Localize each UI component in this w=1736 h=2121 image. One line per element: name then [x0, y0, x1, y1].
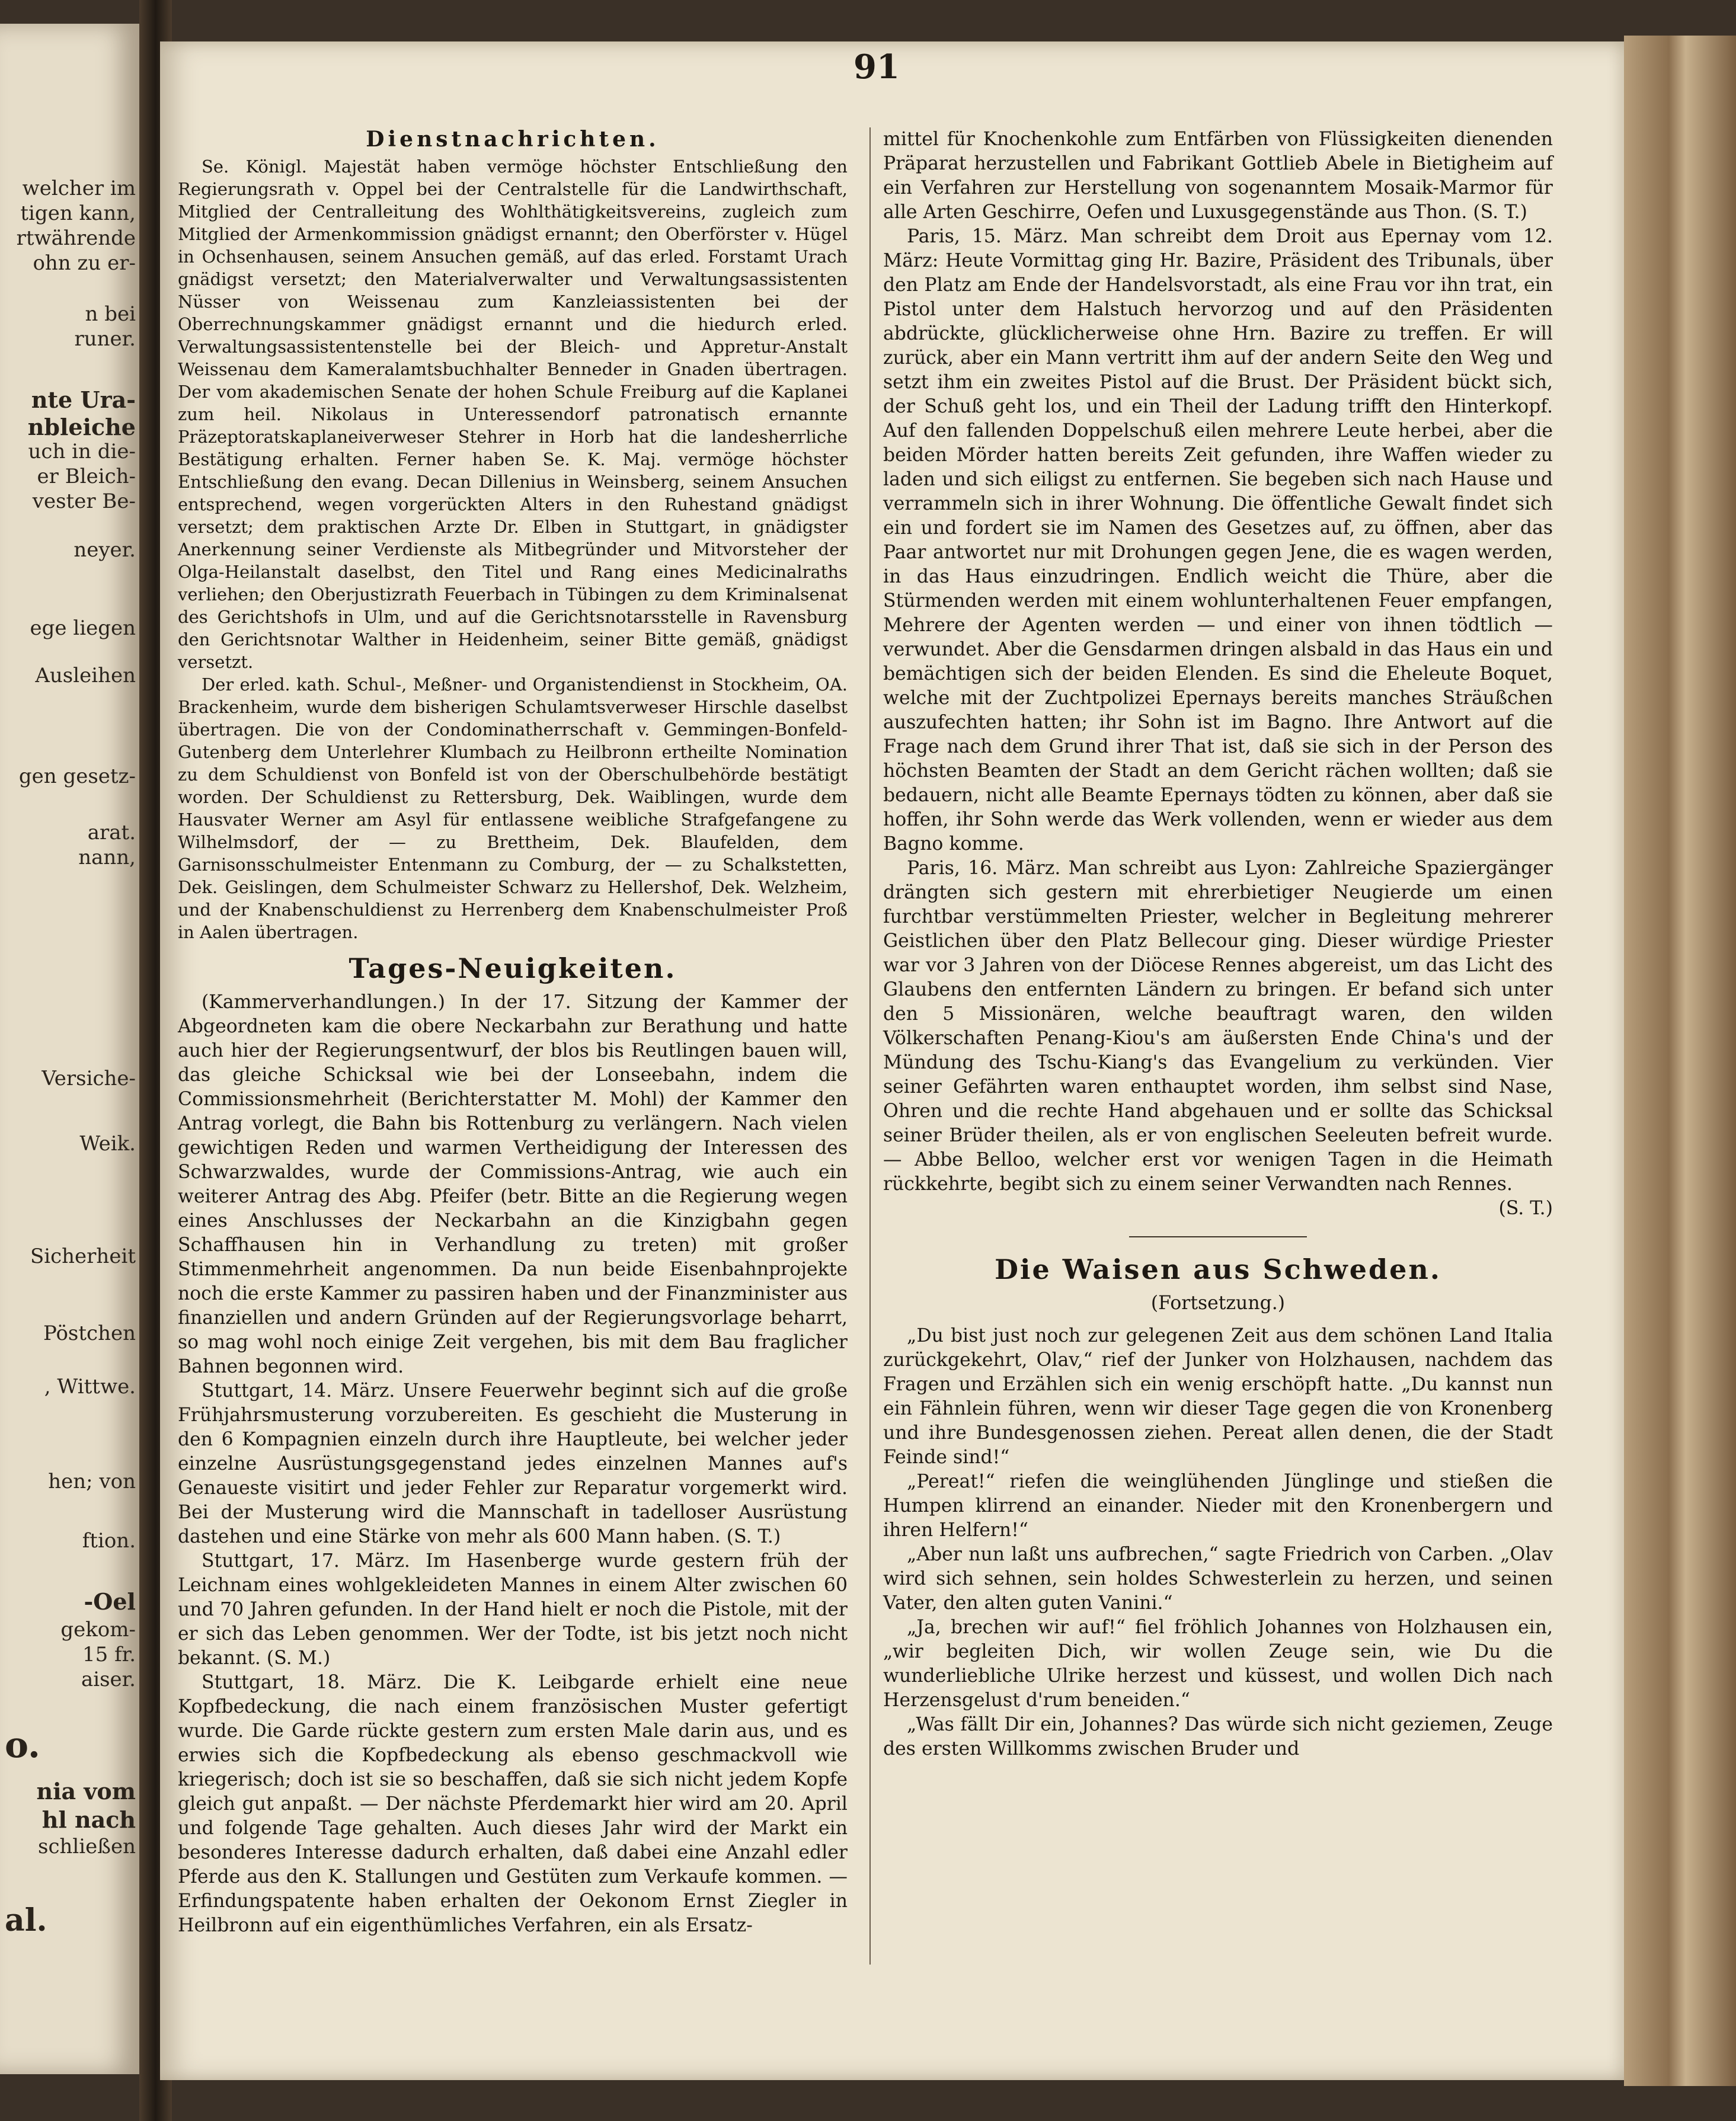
prev-fragment: runer. — [74, 327, 136, 351]
prev-fragment: o. — [5, 1725, 40, 1766]
prev-fragment: nbleiche — [27, 414, 136, 440]
article-paragraph: Paris, 15. März. Man schreibt dem Droit aus Epernay vom 12. März: Heute Vormittag ging Hr. Bazire, Präsident des Tribunals, über den Platz am Ende der Handelsvorstadt, als eine Frau vor ihn trat, ein Pistol unter dem Halstuch hervorzog und auf den Präsidenten abdrückte, glücklicherweise ohne Hrn. Bazire zu treffen. Er will zurück, aber ein Mann vertritt ihm auf der andern Seite den Weg und setzt ihm ein zweites Pistol auf die Brust. Der Präsident bückt sich, der Schuß geht los, und ein Theil der Ladung trifft den Hinterkopf. Auf den fallenden Doppelschuß eilen mehrere Leute herbei, aber die beiden Mörder hatten bereits Zeit gefunden, ihre Waffen wieder zu laden und sich eiligst zu entfernen. Sie begeben sich nach Hause und verrammeln sich in ihrer Wohnung. Die öffentliche Gewalt findet sich ein und fordert sie im Namen des Gesetzes auf, zu öffnen, aber das Paar antwortet nur mit Drohungen gegen Jene, die es wagen werden, in das Haus einzudringen. Endlich weicht die Thüre, aber die Stürmenden werden mit einem wohlunterhaltenen Feuer empfangen, Mehrere der Agenten werden — und einer von ihnen tödtlich — verwundet. Aber die Gensdarmen dringen alsbald in das Haus ein und bemächtigen sich der beiden Elenden. Es sind die Eheleute Boquet, welche mit der Zuchtpolizei Epernays bereits manches Sträußchen auszufechten hatten; ihr Sohn ist im Bagno. Ihre Antwort auf die Frage nach dem Grund ihrer That ist, daß sie sich in der Person des höchsten Beamten der Stadt an dem Gericht rächen wollten; daß sie bedauern, nicht alle Beamte Epernays tödten zu können, aber daß sie hoffen, ihr Sohn werde das Werk vollenden, wenn er wieder aus dem Bagno komme. — [883, 226, 1553, 855]
section-title-dienstnachrichten: Dienstnachrichten. — [366, 127, 660, 152]
story-paragraph: „Aber nun laßt uns aufbrechen,“ sagte Friedrich von Carben. „Olav wird sich sehnen, sein holdes Schwesterlein zu herzen, und seinen Vater, den alten guten Vanini.“ — [883, 1544, 1553, 1614]
source-signature: (S. T.) — [1498, 1198, 1553, 1219]
story-paragraph: „Was fällt Dir ein, Johannes? Das würde sich nicht geziemen, Zeuge des ersten Willkomms zwischen Bruder und — [883, 1714, 1553, 1759]
book-page-edges — [1624, 36, 1736, 2086]
column-divider — [869, 127, 871, 1965]
prev-fragment: nte Ura- — [31, 386, 136, 413]
story-paragraph: „Du bist just noch zur gelegenen Zeit aus dem schönen Land Italia zurückgekehrt, Olav,“ rief der Junker von Holzhausen, nachdem das Fragen und Erzählen sich ein wenig erschöpft hatte. „Du kannst nun ein Fähnlein führen, wenn wir dieser Tage gegen die von Kronenberg und ihre Bundesgenossen ziehen. Pereat allen denen, die der Stadt Feinde sind!“ — [883, 1325, 1553, 1468]
prev-fragment: Ausleihen — [35, 664, 136, 687]
article-paragraph: mittel für Knochenkohle zum Entfärben von Flüssigkeiten dienenden Präparat herzustellen und Fabrikant Gottlieb Abele in Bietigheim auf ein Verfahren zur Herstellung von sogenanntem Mosaik-Marmor für alle Arten Geschirre, Oefen und Luxusgegenstände aus Thon. (S. T.) — [883, 129, 1553, 223]
prev-fragment: Pöstchen — [43, 1322, 136, 1345]
prev-fragment: Sicherheit — [30, 1245, 136, 1268]
article-paragraph: Stuttgart, 14. März. Unsere Feuerwehr beginnt sich auf die große Frühjahrsmusterung vorzubereiten. Es geschieht die Musterung in den 6 Kompagnien einzeln durch ihre Hauptleute, bei welcher jeder einzelne Ausrüstungsgegenstand jedes einzelnen Mannes auf's Genaueste visitirt und jeder Fehler zur Reparatur vorgemerkt wird. Bei der Musterung wird die Mannschaft in tadelloser Ausrüstung dastehen und eine Stärke von mehr als 600 Mann haben. (S. T.) — [178, 1380, 848, 1547]
prev-fragment: al. — [5, 1902, 47, 1938]
prev-fragment: er Bleich- — [37, 465, 136, 488]
prev-fragment: aiser. — [81, 1668, 136, 1691]
article-paragraph: (Kammerverhandlungen.) In der 17. Sitzung der Kammer der Abgeordneten kam die obere Neckarbahn zur Berathung und hatte auch hier der Regierungsentwurf, der blos bis Reutlingen bauen will, das gleiche Schicksal wie bei der Lonseebahn, indem die Commissionsmehrheit (Berichterstatter M. Mohl) der Kammer den Antrag vorlegt, die Bahn bis Rottenburg zu verlängern. Nach vielen gewichtigen Reden und warmen Vertheidigung der Interessen des Schwarzwaldes, wurde der Commissions-Antrag, wie auch ein weiterer Antrag des Abg. Pfeifer (betr. Bitte an die Regierung wegen eines Anschlusses der Neckarbahn an die Kinzigbahn gegen Schaffhausen hin in Verhandlung zu treten) mit großer Stimmenmehrheit angenommen. Da nun beide Eisenbahnprojekte noch die erste Kammer zu passiren haben und der Finanzminister aus finanziellen und andern Gründen auf der Regierungsvorlage beharrt, so mag wohl noch einige Zeit vergehen, bis mit dem Bau fraglicher Bahnen begonnen wird. — [178, 991, 848, 1377]
prev-fragment: rtwährende — [16, 226, 136, 250]
article-paragraph: Der erled. kath. Schul-, Meßner- und Organistendienst in Stockheim, OA. Brackenheim, wurde dem bisherigen Schulamtsverweser Hirschle daselbst übertragen. Die von der Condominatherrschaft v. Gemmingen-Bonfeld-Gutenberg dem Unterlehrer Klumbach zu Heilbronn ertheilte Nomination zu dem Schuldienst von Bonfeld ist von der Oberschulbehörde bestätigt worden. Der Schuldienst zu Rettersburg, Dek. Waiblingen, wurde dem Hausvater Werner am Asyl für entlassene weibliche Strafgefangene zu Wilhelmsdorf, der — zu Brettheim, Dek. Blaufelden, dem Garnisonsschulmeister Entenmann zu Comburg, der — zu Schalkstetten, Dek. Geislingen, dem Schulmeister Schwarz zu Hellershof, Dek. Welzheim, und der Knabenschuldienst zu Herrenberg dem Knabenschulmeister Proß in Aalen übertragen. — [178, 674, 848, 942]
prev-fragment: hl nach — [41, 1806, 136, 1833]
prev-fragment: neyer. — [73, 538, 136, 562]
story-subtitle: (Fortsetzung.) — [1150, 1293, 1286, 1314]
prev-fragment: nann, — [78, 846, 136, 869]
prev-fragment: arat. — [87, 821, 136, 844]
prev-fragment: n bei — [85, 302, 136, 326]
story-title: Die Waisen aus Schweden. — [995, 1253, 1441, 1285]
prev-fragment: -Oel — [84, 1588, 136, 1615]
right-column — [883, 127, 1553, 1761]
prev-fragment: Weik. — [79, 1132, 136, 1156]
section-title-tages-neuigkeiten: Tages-Neuigkeiten. — [349, 952, 677, 984]
prev-fragment: schließen — [38, 1835, 136, 1858]
prev-fragment: nia vom — [36, 1778, 136, 1805]
prev-fragment: gen gesetz- — [18, 764, 136, 788]
prev-fragment: hen; von — [48, 1470, 136, 1493]
previous-page-edge — [0, 24, 139, 2074]
prev-fragment: gekom- — [60, 1618, 136, 1642]
article-paragraph: Stuttgart, 17. März. Im Hasenberge wurde gestern früh der Leichnam eines wohlgekleideten Mannes in einem Alter zwischen 60 und 70 Jahren gefunden. In der Hand hielt er noch die Pistole, mit der er sich das Leben genommen. Wer der Todte, ist bis jetzt noch nicht bekannt. (S. M.) — [178, 1550, 848, 1669]
prev-fragment: uch in die- — [28, 440, 136, 463]
article-paragraph: Se. Königl. Majestät haben vermöge höchster Entschließung den Regierungsrath v. Oppel bei der Centralstelle für die Landwirthschaft, Mitglied der Centralleitung des Wohlthätigkeitsvereins, zugleich zum Mitglied der Armenkommission gnädigst ernannt; den Oberförster v. Hügel in Ochsenhausen, seinem Ansuchen gemäß, auf das erled. Forstamt Urach gnädigst versetzt; den Materialverwalter und Verwaltungsassistenten Nüsser von Weissenau zum Kanzleiassistenten bei der Oberrechnungskammer gnädigst ernannt und die hiedurch erled. Verwaltungsassistentenstelle bei der Bleich- und Appretur-Anstalt Weissenau dem Kameralamtsbuchhalter Benneder in Gnaden übertragen. Der vom akademischen Senate der hohen Schule Freiburg auf die Kaplanei zum heil. Nikolaus in Unteressendorf patronatisch ernannte Präzeptoratskaplaneiverweser Stehrer in Horb hat die landesherrliche Bestätigung erhalten. Ferner haben Se. K. Maj. vermöge höchster Entschließung den evang. Decan Dillenius in Weinsberg, seinem Ansuchen entsprechend, wegen vorgerückten Alters in den Ruhestand gnädigst versetzt; dem praktischen Arzte Dr. Elben in Stuttgart, in gnädigster Anerkennung seiner Verdienste als Mitbegründer und Mitvorsteher der Olga-Heilanstalt daselbst, den Titel und Rang eines Medicinalraths verliehen; den Oberjustizrath Feuerbach in Tübingen zu dem Kriminalsenat des Gerichtshofs in Ulm, und auf die Gerichtsnotarsstelle in Ravensburg den Gerichtsnotar Walther in Heidenheim, seiner Bitte gemäß, gnädigst versetzt. — [178, 156, 848, 672]
prev-fragment: ege liegen — [30, 616, 136, 640]
story-paragraph: „Pereat!“ riefen die weinglühenden Jünglinge und stießen die Humpen klirrend an einander. Nieder mit den Kronenbergern und ihren Helfern!“ — [883, 1471, 1553, 1541]
page-number: 91 — [853, 47, 900, 87]
prev-fragment: ohn zu er- — [33, 251, 136, 275]
section-divider — [1129, 1236, 1307, 1237]
prev-fragment: tigen kann, — [20, 201, 136, 225]
prev-fragment: ftion. — [82, 1529, 136, 1553]
story-paragraph: „Ja, brechen wir auf!“ fiel fröhlich Johannes von Holzhausen ein, „wir begleiten Dich, wir wollen Zeuge sein, wie Du die wunderliebliche Ulrike herzest und küssest, und wollen Dich nach Herzensgelust d'rum beneiden.“ — [883, 1617, 1553, 1711]
prev-fragment: 15 fr. — [82, 1643, 136, 1666]
prev-fragment: , Wittwe. — [44, 1375, 136, 1399]
prev-fragment: vester Be- — [32, 490, 136, 513]
prev-fragment: Versiche- — [41, 1067, 136, 1090]
article-paragraph: Paris, 16. März. Man schreibt aus Lyon: Zahlreiche Spaziergänger drängten sich gestern mit ehrerbietiger Neugierde um einen furchtbar verstümmelten Priester, welcher in Begleitung mehrerer Geistlichen über den Platz Bellecour ging. Dieser würdige Priester war vor 3 Jahren von der Diöcese Rennes abgereist, um das Licht des Glaubens den entfernten Ländern zu bringen. Er befand sich unter den 5 Missionären, welche beauftragt waren, den wilden Völkerschaften Penang-Kiou's am äußersten Ende China's und der Mündung des Tschu-Kiang's das Evangelium zu verkünden. Vier seiner Gefährten waren enthauptet worden, ihm selbst sind Nase, Ohren und die rechte Hand abgehauen und er sollte das Schicksal seiner Brüder theilen, als er von englischen Seeleuten befreit wurde. — Abbe Belloo, welcher erst vor wenigen Tagen in die Heimath rückkehrte, begibt sich zu einem seiner Verwandten nach Rennes. — [883, 858, 1553, 1195]
article-paragraph: Stuttgart, 18. März. Die K. Leibgarde erhielt eine neue Kopfbedeckung, die nach einem französischen Muster gefertigt wurde. Die Garde rückte gestern zum ersten Male darin aus, und es erwies sich die Kopfbedeckung als ebenso geschmackvoll wie kriegerisch; doch ist sie so beschaffen, daß sie sich nicht jedem Kopfe gleich gut anpaßt. — Der nächste Pferdemarkt hier wird am 20. April und folgende Tage gehalten. Auch dieses Jahr wird der Markt ein besonderes Interesse dadurch erhalten, daß dabei eine Anzahl edler Pferde aus den K. Stallungen und Gestüten zum Verkaufe kommen. — Erfindungspatente haben erhalten der Oekonom Ernst Ziegler in Heilbronn auf ein eigenthümliches Verfahren, ein als Ersatz- — [178, 1672, 848, 1936]
prev-fragment: welcher im — [22, 177, 136, 200]
left-column — [178, 127, 848, 1938]
